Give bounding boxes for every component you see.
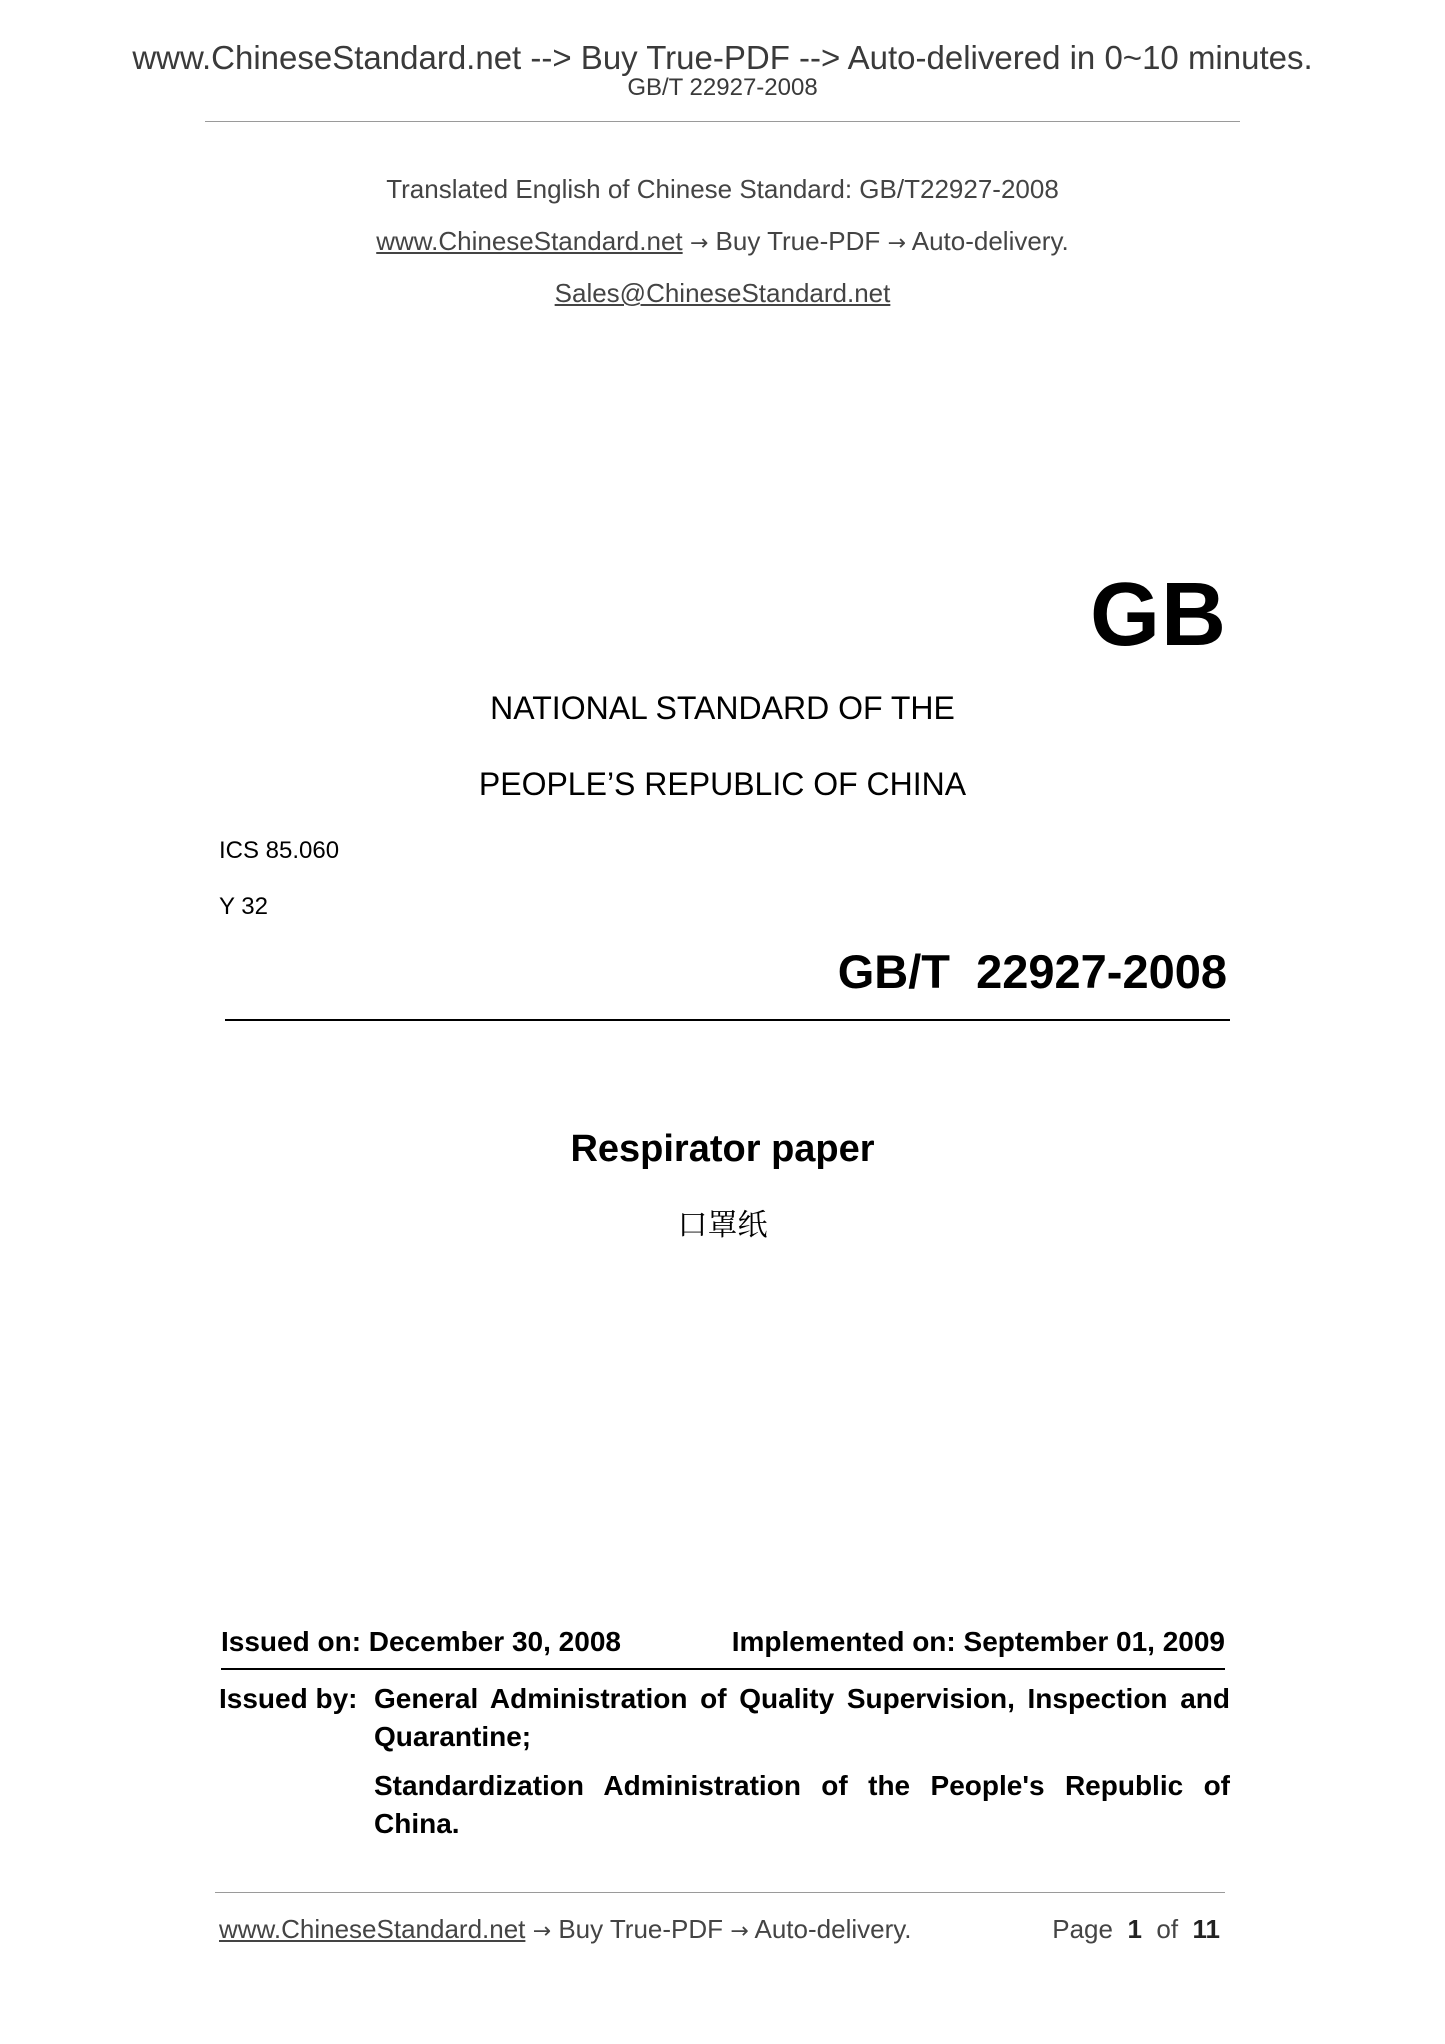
buy-pdf-text: Buy True-PDF: [715, 226, 881, 256]
issuer-1: General Administration of Quality Supervision, Inspection and Quarantine;: [374, 1683, 1230, 1752]
footer-divider: [215, 1892, 1225, 1893]
arrow-right-icon: →: [730, 1919, 749, 1944]
implemented-on: Implemented on: September 01, 2009: [731, 1626, 1225, 1657]
ics-code: ICS 85.060: [219, 837, 340, 864]
footer-delivery-text: Auto-delivery.: [754, 1914, 912, 1944]
issuer-block: [219, 1680, 1230, 1843]
header-standard-code: GB/T 22927-2008: [627, 74, 818, 101]
promo-line: [0, 224, 1445, 261]
title-chinese: 口罩纸: [677, 1208, 768, 1243]
page-label: Page: [1052, 1914, 1113, 1944]
issue-dates: [221, 1624, 1225, 1660]
page-indicator: [1052, 1912, 1220, 1946]
standard-number: [838, 944, 1227, 1000]
footer-site-link[interactable]: www.ChineseStandard.net: [219, 1914, 526, 1944]
gb-mark: GB: [1090, 565, 1227, 665]
page-total: 11: [1192, 1914, 1220, 1944]
standard-number-value: 22927-2008: [976, 945, 1227, 998]
issue-divider: [221, 1668, 1225, 1670]
footer-promo: [219, 1912, 912, 1949]
arrow-right-icon: →: [532, 1919, 552, 1944]
translated-notice: Translated English of Chinese Standard: GB/T22927-2008: [386, 174, 1059, 204]
standard-divider: [225, 1019, 1230, 1021]
national-standard-line1: NATIONAL STANDARD OF THE: [490, 690, 955, 726]
issued-on: Issued on: December 30, 2008: [221, 1626, 621, 1657]
page-current: 1: [1127, 1914, 1142, 1944]
auto-delivery-text: Auto-delivery.: [911, 226, 1069, 256]
arrow-right-icon: →: [887, 231, 906, 256]
email-line: [0, 276, 1445, 310]
arrow-right-icon: →: [689, 231, 709, 256]
category-code: Y 32: [219, 893, 268, 920]
top-banner: www.ChineseStandard.net --> Buy True-PDF --> Auto-delivered in 0~10 minutes.: [132, 39, 1313, 76]
sales-email-link[interactable]: Sales@ChineseStandard.net: [554, 278, 891, 308]
footer-buy-text: Buy True-PDF: [558, 1914, 724, 1944]
issuer-2: Standardization Administration of the People's Republic of China.: [374, 1770, 1230, 1839]
issued-by-label: Issued by:: [219, 1683, 358, 1714]
title-english: Respirator paper: [570, 1128, 875, 1170]
standard-prefix: GB/T: [837, 945, 950, 998]
header-divider: [205, 121, 1240, 122]
page-of: of: [1156, 1914, 1179, 1944]
site-link[interactable]: www.ChineseStandard.net: [376, 226, 683, 256]
national-standard-line2: PEOPLE’S REPUBLIC OF CHINA: [478, 766, 967, 802]
